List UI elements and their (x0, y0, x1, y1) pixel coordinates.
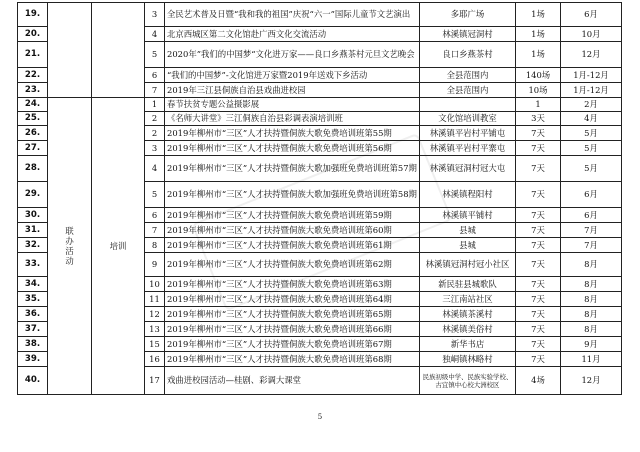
activity-name: 2019年柳州市“三区”人才扶持暨侗族大歌免费培训班第65期 (165, 307, 420, 322)
row-number: 29. (18, 182, 48, 208)
activity-time: 8月 (561, 253, 622, 277)
row-sequence: 9 (145, 253, 165, 277)
activity-place: 林溪镇平岩村平寨屯 (420, 141, 516, 156)
category-2-empty-cell (92, 3, 145, 98)
activity-count: 4场 (516, 367, 561, 395)
row-sequence: 7 (145, 83, 165, 98)
activity-place: 民族初级中学、民族实验学校、古宜镇中心校大洲校区 (420, 367, 516, 395)
activity-count: 10场 (516, 83, 561, 98)
row-sequence: 6 (145, 68, 165, 83)
row-number: 40. (18, 367, 48, 395)
activity-time: 7月 (561, 223, 622, 238)
activity-count: 7天 (516, 292, 561, 307)
activity-place: 全县范围内 (420, 68, 516, 83)
row-sequence: 16 (145, 352, 165, 367)
row-number: 35. (18, 292, 48, 307)
activity-time: 9月 (561, 337, 622, 352)
activity-name: 2019年柳州市“三区”人才扶持暨侗族大歌免费培训班第59期 (165, 208, 420, 223)
activity-name: 2019年柳州市“三区”人才扶持暨侗族大歌免费培训班第64期 (165, 292, 420, 307)
activity-place: 林溪镇冠洞村冠小社区 (420, 253, 516, 277)
activity-count: 1场 (516, 42, 561, 68)
row-number: 28. (18, 156, 48, 182)
activity-time: 4月 (561, 112, 622, 126)
activity-place: 县城 (420, 238, 516, 253)
activity-name: 春节扶贫专题公益摄影展 (165, 98, 420, 112)
row-sequence: 10 (145, 277, 165, 292)
activity-name: 《名师大讲堂》三江侗族自治县彩调表演培训班 (165, 112, 420, 126)
activity-time: 8月 (561, 277, 622, 292)
row-number: 32. (18, 238, 48, 253)
category-2-cell (92, 98, 145, 395)
page-number: 5 (317, 413, 323, 421)
activity-time: 5月 (561, 156, 622, 182)
activity-time: 10月 (561, 27, 622, 42)
row-number: 23. (18, 83, 48, 98)
activity-place: 林溪镇冠洞村冠大屯 (420, 156, 516, 182)
activity-table-body (18, 3, 622, 395)
activity-name: 北京西城区第二文化馆赴广西文化交流活动 (165, 27, 420, 42)
row-number: 39. (18, 352, 48, 367)
activity-time: 6月 (561, 182, 622, 208)
activity-count: 1场 (516, 3, 561, 27)
activity-count: 7天 (516, 126, 561, 141)
activity-count: 7天 (516, 208, 561, 223)
row-number: 19. (18, 3, 48, 27)
row-sequence: 8 (145, 238, 165, 253)
activity-time: 5月 (561, 126, 622, 141)
row-sequence: 17 (145, 367, 165, 395)
activity-place: 新民驻县城歌队 (420, 277, 516, 292)
activity-time: 1月-12月 (561, 83, 622, 98)
activity-count: 7天 (516, 223, 561, 238)
row-number: 37. (18, 322, 48, 337)
activity-place: 县城 (420, 223, 516, 238)
activity-place: 林溪镇平岩村平铺屯 (420, 126, 516, 141)
activity-name: 2019年柳州市“三区”人才扶持暨侗族大歌加强班免费培训班第57期 (165, 156, 420, 182)
activity-name: 全民艺术普及日暨“我和我的祖国”庆祝“六一”国际儿童节文艺演出 (165, 3, 420, 27)
activity-time: 8月 (561, 307, 622, 322)
activity-time: 6月 (561, 3, 622, 27)
activity-name: 2019年柳州市“三区”人才扶持暨侗族大歌免费培训班第67期 (165, 337, 420, 352)
activity-time: 12月 (561, 42, 622, 68)
row-number: 21. (18, 42, 48, 68)
row-number: 20. (18, 27, 48, 42)
activity-time: 5月 (561, 141, 622, 156)
table-row (18, 3, 622, 27)
row-sequence: 15 (145, 337, 165, 352)
category-1-label: 联办活动 (65, 226, 74, 266)
activity-name: 2020年”我们的中国梦“文化进万家——良口乡燕茶村元旦文艺晚会 (165, 42, 420, 68)
activity-time: 11月 (561, 352, 622, 367)
row-sequence: 5 (145, 42, 165, 68)
table-row (18, 98, 622, 112)
row-sequence: 3 (145, 3, 165, 27)
row-number: 22. (18, 68, 48, 83)
activity-place: 林溪镇程阳村 (420, 182, 516, 208)
row-sequence: 2 (145, 112, 165, 126)
activity-time: 6月 (561, 208, 622, 223)
row-number: 27. (18, 141, 48, 156)
row-sequence: 12 (145, 307, 165, 322)
activity-count: 7天 (516, 141, 561, 156)
row-number: 25. (18, 112, 48, 126)
activity-count: 140场 (516, 68, 561, 83)
category-2-label: 培训 (109, 241, 127, 251)
activity-name: 2019年柳州市“三区”人才扶持暨侗族大歌免费培训班第55期 (165, 126, 420, 141)
row-sequence: 4 (145, 156, 165, 182)
activity-count: 3天 (516, 112, 561, 126)
row-sequence: 2 (145, 126, 165, 141)
activity-name: 2019年柳州市“三区”人才扶持暨侗族大歌免费培训班第56期 (165, 141, 420, 156)
activity-table-container (17, 2, 621, 395)
activity-count: 7天 (516, 322, 561, 337)
row-number: 33. (18, 253, 48, 277)
activity-name: 2019年三江县侗族自治县戏曲进校园 (165, 83, 420, 98)
activity-name: 2019年柳州市“三区”人才扶持暨侗族大歌免费培训班第68期 (165, 352, 420, 367)
activity-time: 8月 (561, 322, 622, 337)
activity-name: “我们的中国梦”-文化馆进万家暨2019年送戏下乡活动 (165, 68, 420, 83)
activity-time: 7月 (561, 238, 622, 253)
activity-count: 7天 (516, 182, 561, 208)
activity-place: 三江南站社区 (420, 292, 516, 307)
activity-name: 2019年柳州市“三区”人才扶持暨侗族大歌免费培训班第62期 (165, 253, 420, 277)
row-sequence: 1 (145, 98, 165, 112)
activity-place: 林溪镇茶溪村 (420, 307, 516, 322)
activity-name: 2019年柳州市“三区”人才扶持暨侗族大歌免费培训班第63期 (165, 277, 420, 292)
activity-count: 7天 (516, 352, 561, 367)
activity-count: 1 (516, 98, 561, 112)
row-number: 24. (18, 98, 48, 112)
activity-place: 良口乡燕茶村 (420, 42, 516, 68)
activity-time: 1月-12月 (561, 68, 622, 83)
row-number: 34. (18, 277, 48, 292)
row-number: 36. (18, 307, 48, 322)
activity-time: 12月 (561, 367, 622, 395)
activity-place: 林溪镇平铺村 (420, 208, 516, 223)
row-number: 38. (18, 337, 48, 352)
activity-place: 新华书店 (420, 337, 516, 352)
activity-table (17, 2, 622, 395)
activity-count: 7天 (516, 253, 561, 277)
activity-place: 全县范围内 (420, 83, 516, 98)
activity-name: 2019年柳州市“三区”人才扶持暨侗族大歌免费培训班第60期 (165, 223, 420, 238)
activity-place: 多耶广场 (420, 3, 516, 27)
row-sequence: 5 (145, 182, 165, 208)
row-number: 30. (18, 208, 48, 223)
activity-count: 1场 (516, 27, 561, 42)
activity-place: 林溪镇美俗村 (420, 322, 516, 337)
row-sequence: 7 (145, 223, 165, 238)
activity-place: 独峒镇林略村 (420, 352, 516, 367)
activity-count: 7天 (516, 307, 561, 322)
row-sequence: 6 (145, 208, 165, 223)
row-sequence: 11 (145, 292, 165, 307)
row-number: 31. (18, 223, 48, 238)
row-sequence: 3 (145, 141, 165, 156)
activity-time: 2月 (561, 98, 622, 112)
activity-name: 2019年柳州市“三区”人才扶持暨侗族大歌免费培训班第66期 (165, 322, 420, 337)
activity-count: 7天 (516, 156, 561, 182)
row-sequence: 13 (145, 322, 165, 337)
row-number: 26. (18, 126, 48, 141)
activity-name: 戏曲进校园活动—桂剧、彩调大课堂 (165, 367, 420, 395)
activity-name: 2019年柳州市“三区”人才扶持暨侗族大歌免费培训班第61期 (165, 238, 420, 253)
activity-name: 2019年柳州市“三区”人才扶持暨侗族大歌加强班免费培训班第58期 (165, 182, 420, 208)
category-1-cell (48, 98, 92, 395)
activity-place: 文化馆培训教室 (420, 112, 516, 126)
activity-place: 林溪镇冠洞村 (420, 27, 516, 42)
category-1-empty-cell (48, 3, 92, 98)
activity-count: 7天 (516, 238, 561, 253)
activity-count: 7天 (516, 277, 561, 292)
row-sequence: 4 (145, 27, 165, 42)
activity-time: 8月 (561, 292, 622, 307)
activity-place (420, 98, 516, 112)
activity-count: 7天 (516, 337, 561, 352)
